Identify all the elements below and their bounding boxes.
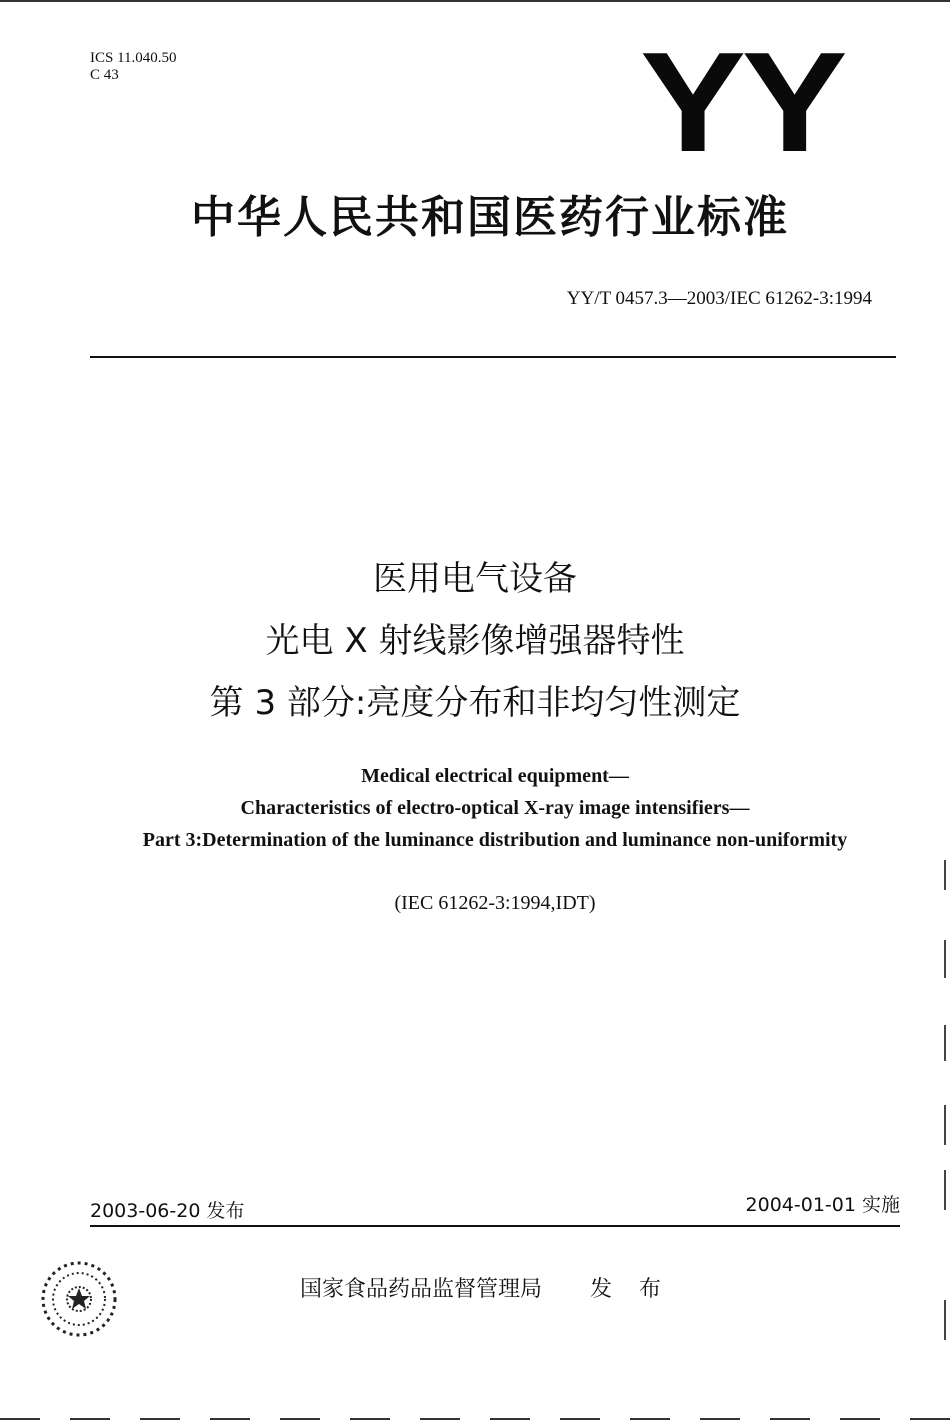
english-title-line-1: Medical electrical equipment— [361,765,629,787]
scan-bottom-edge [0,1418,950,1420]
chinese-title-line-2: 光电 X 射线影像增强器特性 [265,621,685,661]
implement-date: 2004-01-01 实施 [745,1194,900,1216]
equivalence-note: (IEC 61262-3:1994,IDT) [394,892,596,914]
scan-top-edge [0,0,950,2]
english-title-line-3: Part 3:Determination of the luminance distribution and luminance non-uniformity [142,829,848,851]
scan-artifact [944,1170,946,1210]
standard-category-title: 中华人民共和国医药行业标准 [191,192,789,243]
ics-code: ICS 11.040.50 [90,50,177,66]
yy-logo: YY [640,23,844,182]
publish-date: 2003-06-20 发布 [90,1200,245,1222]
scan-artifact [944,1025,946,1061]
header-divider [90,356,896,358]
english-title [0,760,950,856]
footer-divider [90,1225,900,1227]
issuer-name: 国家食品药品监督管理局 [300,1277,543,1302]
scan-artifact [944,1300,946,1340]
chinese-title [0,548,950,734]
issue-word: 发 布 [590,1277,672,1302]
standard-number: YY/T 0457.3—2003/IEC 61262-3:1994 [566,288,872,309]
seal-stamp-icon [38,1258,120,1340]
issuing-authority [300,1272,671,1303]
english-title-line-2: Characteristics of electro-optical X-ray image intensifiers— [240,797,750,819]
scan-artifact [944,940,946,978]
scan-artifact [944,860,946,890]
scan-artifact [944,1105,946,1145]
chinese-title-line-1: 医用电气设备 [373,559,577,599]
ccs-code: C 43 [90,67,119,83]
chinese-title-line-3: 第 3 部分:亮度分布和非均匀性测定 [209,683,741,723]
classification-codes [90,50,177,84]
